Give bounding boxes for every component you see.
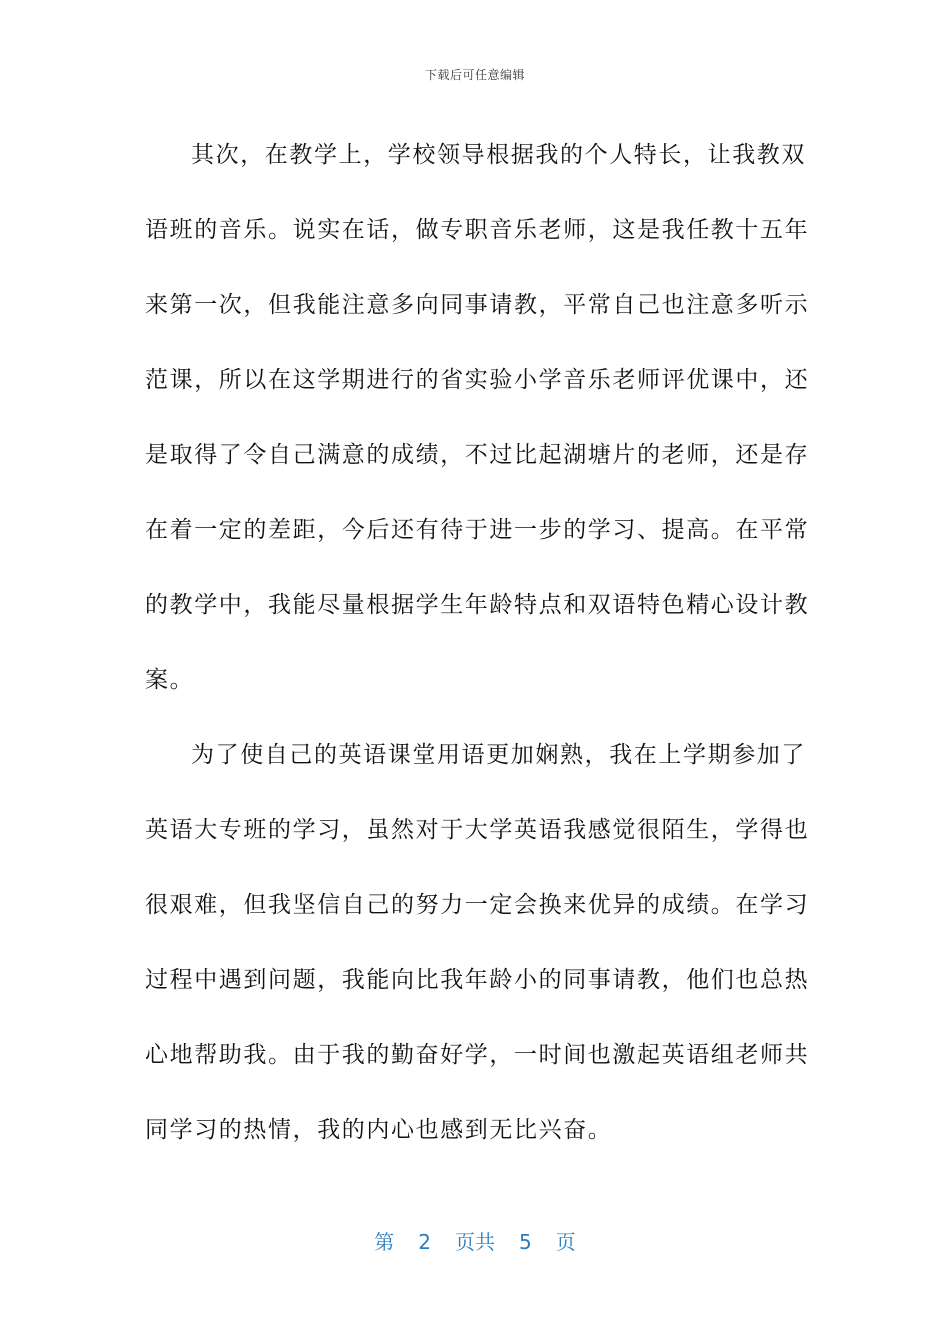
- paragraph-1: [145, 118, 810, 718]
- paragraph-line: 心地帮助我。由于我的勤奋好学，一时间也激起英语组老师共: [145, 1042, 810, 1068]
- footer-prefix: 第: [374, 1230, 395, 1254]
- paragraph-line: 范课，所以在这学期进行的省实验小学音乐老师评优课中，还: [145, 367, 810, 393]
- footer-suffix: 页: [555, 1230, 576, 1254]
- paragraph-line: 其次，在教学上，学校领导根据我的个人特长，让我教双: [191, 142, 806, 168]
- paragraph-line: 在着一定的差距，今后还有待于进一步的学习、提高。在平常: [145, 517, 810, 543]
- paragraph-2: [145, 718, 810, 1168]
- paragraph-line: 语班的音乐。说实在话，做专职音乐老师，这是我任教十五年: [145, 217, 810, 243]
- footer-total-pages: 5: [519, 1230, 532, 1254]
- page-header-note: 下载后可任意编辑: [424, 68, 525, 82]
- footer-middle: 页共: [455, 1230, 495, 1254]
- paragraph-line: 来第一次，但我能注意多向同事请教，平常自己也注意多听示: [145, 292, 810, 318]
- paragraph-line: 同学习的热情，我的内心也感到无比兴奋。: [145, 1117, 613, 1143]
- paragraph-line: 案。: [145, 667, 195, 693]
- paragraph-line: 的教学中，我能尽量根据学生年龄特点和双语特色精心设计教: [145, 592, 810, 618]
- paragraph-line: 英语大专班的学习，虽然对于大学英语我感觉很陌生，学得也: [145, 817, 810, 843]
- page-footer: [0, 1226, 950, 1255]
- document-body: [145, 118, 810, 1168]
- paragraph-line: 很艰难，但我坚信自己的努力一定会换来优异的成绩。在学习: [145, 892, 810, 918]
- paragraph-line: 是取得了令自己满意的成绩，不过比起湖塘片的老师，还是存: [145, 442, 810, 468]
- footer-page-number: 2: [418, 1230, 431, 1254]
- paragraph-line: 过程中遇到问题，我能向比我年龄小的同事请教，他们也总热: [145, 967, 810, 993]
- paragraph-line: 为了使自己的英语课堂用语更加娴熟，我在上学期参加了: [191, 742, 806, 768]
